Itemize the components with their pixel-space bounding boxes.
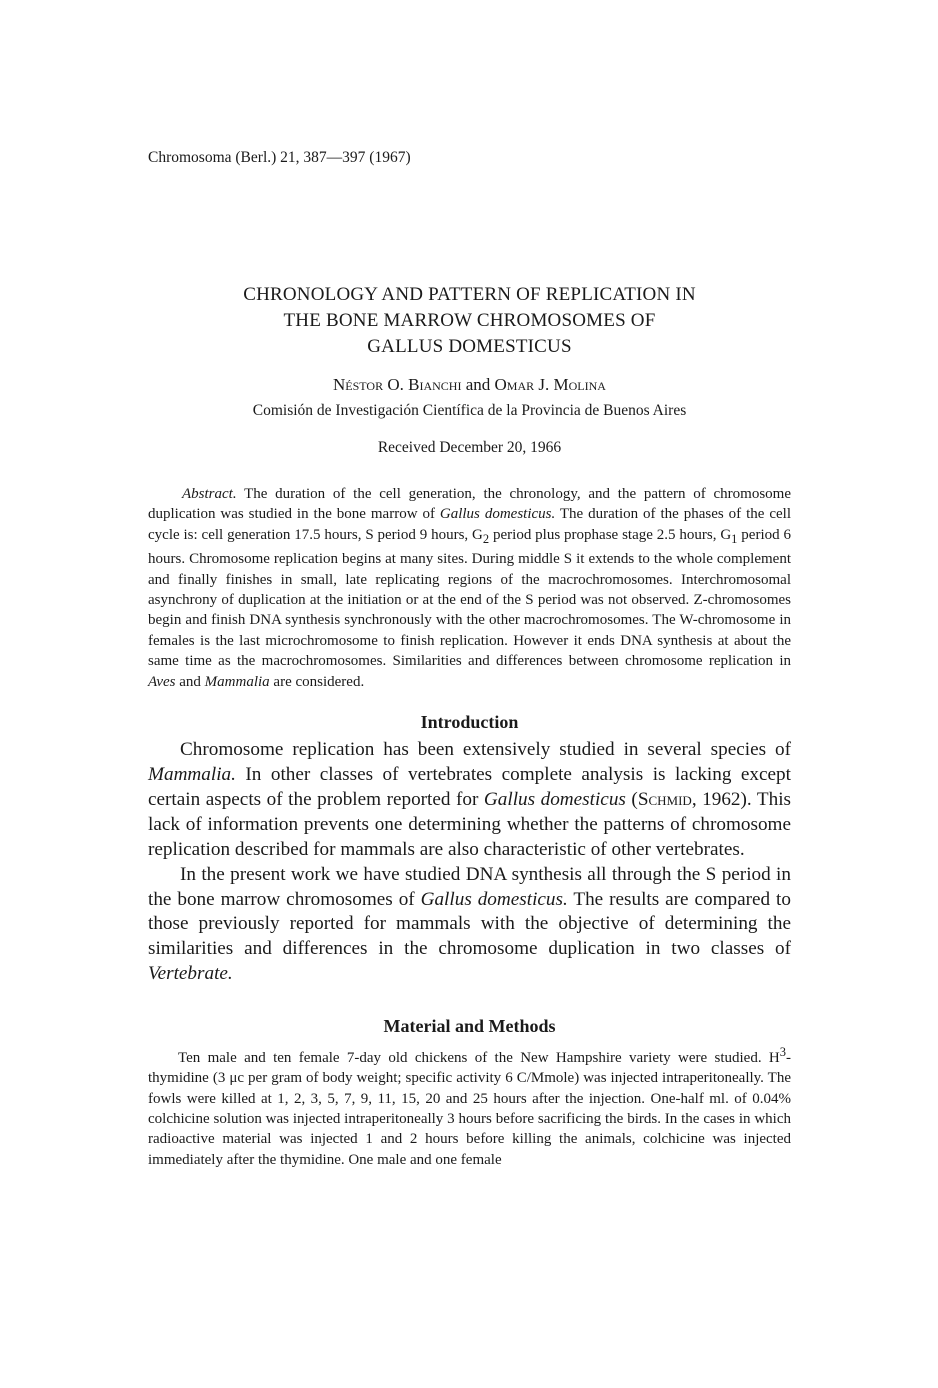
body-text: The results are compared to those previously reported for mammals with the objective of determining the similarities and differences in the chromosome duplication in two classes of [148,888,791,960]
species-name: Gallus domesticus. [420,888,568,910]
taxon-name: Vertebrate. [148,963,233,985]
introduction-paragraph-1 [148,738,791,863]
introduction-heading: Introduction [420,712,519,733]
affiliation: Comisión de Investigación Científica de la Provincia de Buenos Aires [252,402,687,419]
author-name: Omar J. Molina [494,375,606,394]
body-text: ( [625,788,638,810]
species-name: Gallus domesticus [483,788,626,810]
body-text: In other classes of vertebrates complete analysis is lacking except certain aspects of the problem reported for [148,763,791,810]
abstract-text: The duration of the phases of the cell cycle is: cell generation 17.5 hours, S period 9 hours, G [148,506,791,543]
title-line-2: THE BONE MARROW CHROMOSOMES OF [283,310,656,331]
abstract-text: are considered. [269,673,365,690]
body-text: In the present work we have studied DNA synthesis all through the S period in the bone marrow chromosomes of [148,863,791,910]
abstract-label: Abstract. [182,486,237,502]
title-line-3: GALLUS DOMESTICUS [367,336,572,357]
introduction-body [148,738,791,987]
title-line-1: CHRONOLOGY AND PATTERN OF REPLICATION IN [243,284,696,305]
abstract [148,484,791,692]
subscript: 1 [731,531,738,546]
introduction-paragraph-2 [148,863,791,988]
subscript: 2 [482,531,490,546]
author-name: Néstor O. Bianchi [333,375,462,394]
abstract-text: period plus prophase stage 2.5 hours, G [489,526,732,543]
abstract-text: and [175,673,205,690]
superscript: 3 [779,1045,786,1060]
abstract-text: period 6 hours. Chromosome replication begins at many sites. During middle S it extends to the whole complement and finally finishes in small, late replicating regions of the macrochromosomes. Interchromosomal asynchrony of duplication at the initiation or at the end of the S period was not observed. Z-chromosomes begin and finish DNA synthesis synchronously with the other macrochromosomes. The W-chromosome in females is the last microchromosome to finish replication. However it ends DNA synthesis at about the same time as the macrochromosomes. Similarities and differences between chromosome replication in [148,526,791,670]
author-list [148,374,791,396]
abstract-text: The duration of the cell generation, the chronology, and the pattern of chromosome duplication was studied in the bone marrow of [148,486,791,523]
body-text: Chromosome replication has been extensively studied in several species of [180,739,791,761]
paper-page [148,148,791,1170]
methods-paragraph [148,1042,791,1170]
taxon-name: Mammalia [204,673,270,690]
taxon-name: Aves [148,673,176,690]
methods-heading: Material and Methods [383,1016,556,1037]
body-text: Ten male and ten female 7-day old chickens of the New Hampshire variety were studied. H [178,1050,780,1067]
taxon-name: Mammalia. [148,763,236,785]
citation-author: Schmid [637,788,692,810]
body-text: -thymidine (3 μc per gram of body weight; specific activity 6 C/Mmole) was injected intraperitoneally. The fowls were killed at 1, 2, 3, 5, 7, 9, 11, 15, 20 and 25 hours after the injection. One-half ml. of 0.04% colchicine solution was injected intraperitoneally 3 hours before sacrificing the birds. In the cases in which radioactive material was injected 1 and 2 hours before killing the animals, colchicine was injected immediately after the thymidine. One male and one female [148,1050,791,1168]
paper-title [148,282,791,360]
author-connector: and [465,375,491,394]
body-text: , 1962). This lack of information prevents one determining whether the patterns of chromosome replication described for mammals are also characteristic of other vertebrates. [148,788,791,860]
received-date: Received December 20, 1966 [377,439,562,456]
species-name: Gallus domesticus. [439,506,556,523]
journal-reference: Chromosoma (Berl.) 21, 387—397 (1967) [148,149,411,166]
abstract-paragraph [148,484,791,692]
